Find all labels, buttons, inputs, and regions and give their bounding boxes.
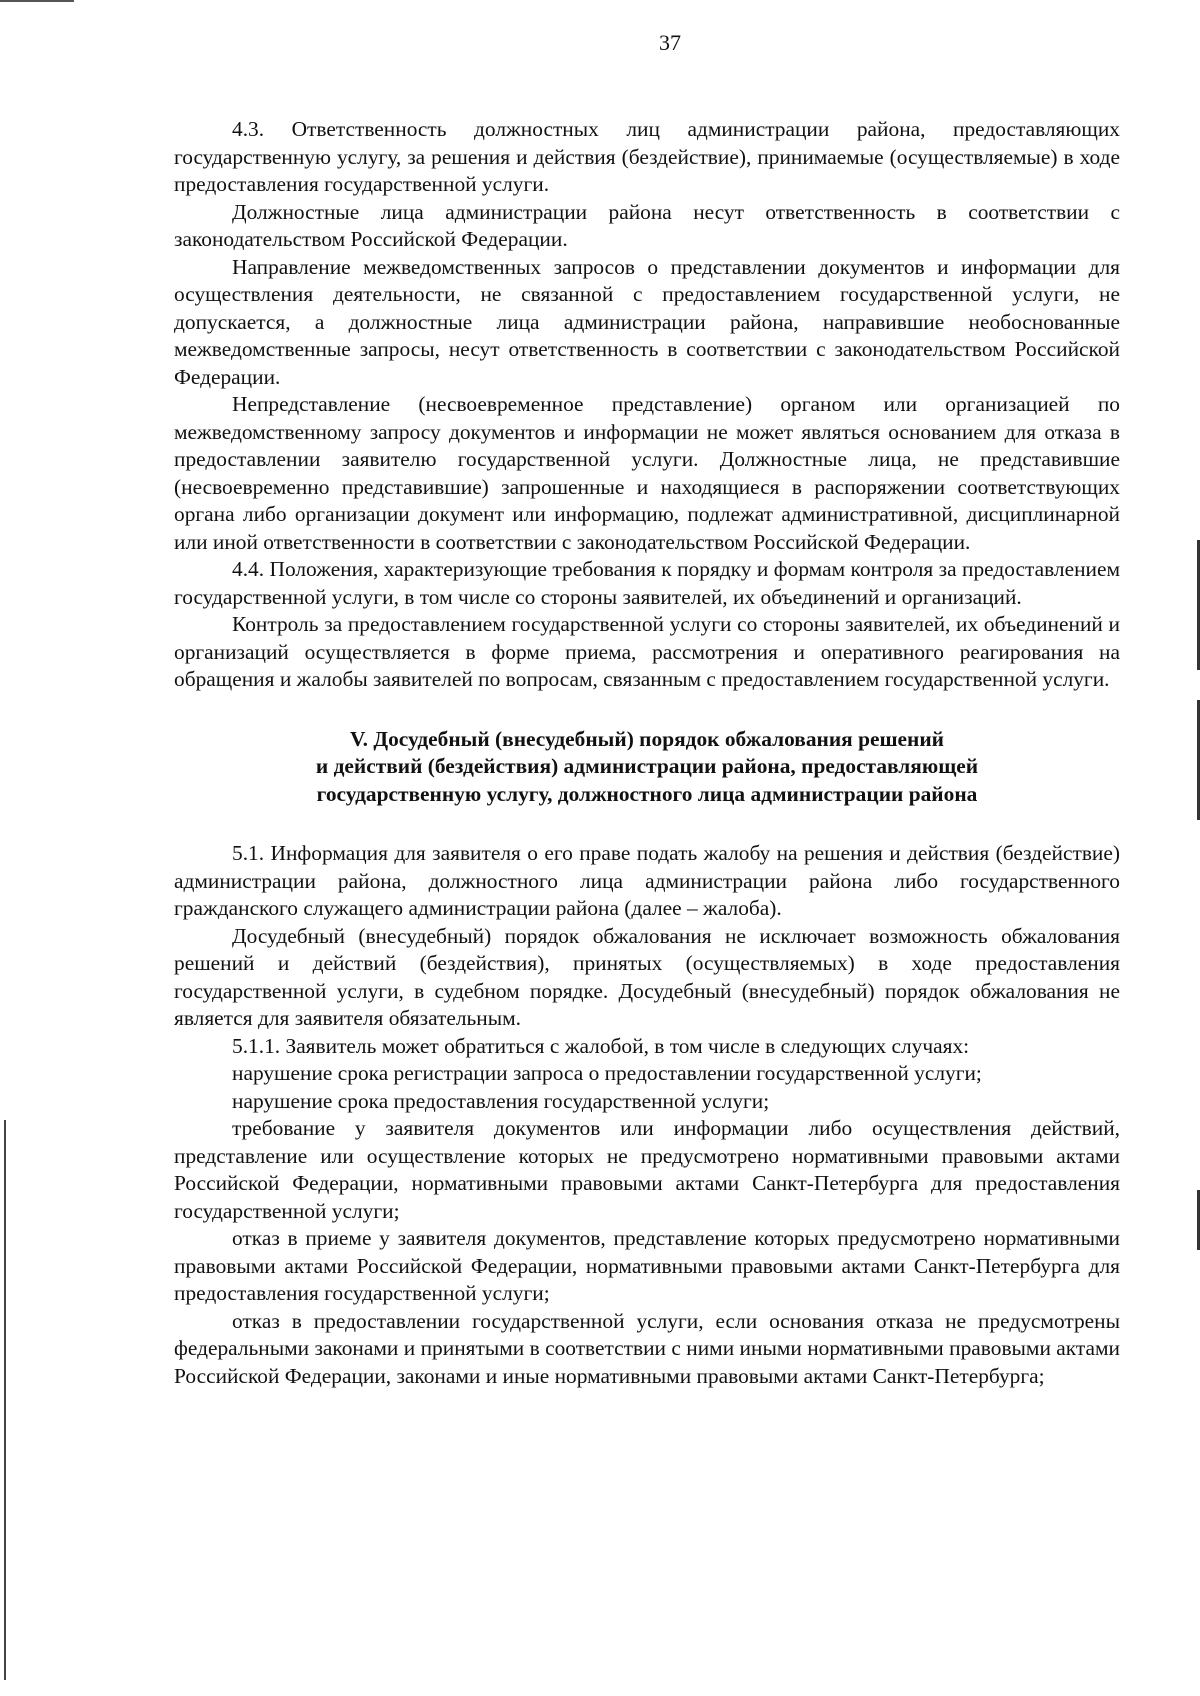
page-number: 37 (659, 30, 681, 55)
scan-edge-mark (4, 1120, 6, 1680)
paragraph: 5.1.1. Заявитель может обратиться с жалобой, в том числе в следующих случаях: (232, 1033, 970, 1058)
paragraph: отказ в предоставлении государственной услуги, если основания отказа не предусмотрены федеральными законами и принятыми в соответствии с ними иными нормативными правовыми актами Российской Федерации, законами и иные нормативными правовыми актами Санкт-Петербурга; (174, 1308, 1120, 1388)
paragraph: нарушение срока предоставления государственной услуги; (232, 1088, 770, 1113)
paragraph: отказ в приеме у заявителя документов, представление которых предусмотрено нормативными правовыми актами Российской Федерации, нормативными правовыми актами Санкт-Петербурга для предоставления государственной услуги; (174, 1226, 1120, 1305)
paragraph: 5.1. Информация для заявителя о его праве подать жалобу на решения и действия (бездействие) администрации района, должностного лица администрации района либо государственного гражданского служащего администрации района (далее – жалоба). (174, 841, 1120, 920)
section-title (174, 726, 1120, 809)
paragraph: Должностные лица администрации района несут ответственность в соответствии с законодательством Российской Федерации. (174, 199, 1120, 251)
paragraph: нарушение срока регистрации запроса о предоставлении государственной услуги; (232, 1061, 982, 1085)
paragraph: 4.3. Ответственность должностных лиц администрации района, предоставляющих государственную услугу, за решения и действия (бездействие), принимаемые (осуществляемые) в ходе предоставления государственной услуги. (174, 117, 1120, 196)
paragraph: 4.4. Положения, характеризующие требования к порядку и формам контроля за предоставлением государственной услуги, в том числе со стороны заявителей, их объединений и организаций. (174, 557, 1120, 609)
document-body (174, 116, 1120, 1390)
paragraph: требование у заявителя документов или информации либо осуществления действий, представление или осуществление которых не предусмотрено нормативными правовыми актами Российской Федерации, нормативными правовыми актами Санкт-Петербурга для предоставления государственной услуги; (174, 1116, 1120, 1223)
section-title-line: государственную услугу, должностного лица администрации района (316, 781, 978, 806)
paragraph: Контроль за предоставлением государственной услуги со стороны заявителей, их объединений и организаций осуществляется в форме приема, рассмотрения и оперативного реагирования на обращения и жалобы заявителей по вопросам, связанным с предоставлением государственной услуги. (174, 612, 1120, 691)
paragraph: Направление межведомственных запросов о представлении документов и информации для осуществления деятельности, не связанной с предоставлением государственной услуги, не допускается, а должностные лица администрации района, направившие необоснованные межведомственные запросы, несут ответственность в соответствии с законодательством Российской Федерации. (174, 254, 1120, 389)
section-title-line: V. Досудебный (внесудебный) порядок обжалования решений (349, 726, 945, 751)
section-title-line: и действий (бездействия) администрации района, предоставляющей (315, 754, 979, 778)
scan-artifact-top (0, 0, 74, 2)
paragraph: Досудебный (внесудебный) порядок обжалования не исключает возможность обжалования решений и действий (бездействия), принятых (осуществляемых) в ходе предоставления государственной услуги, в судебном порядке. Досудебный (внесудебный) порядок обжалования не является для заявителя обязательным. (174, 923, 1120, 1030)
paragraph: Непредставление (несвоевременное представление) органом или организацией по межведомственному запросу документов и информации не может являться основанием для отказа в предоставлении заявителю государственной услуги. Должностные лица, не представившие (несвоевременно представившие) запрошенные и находящиеся в распоряжении соответствующих органа либо организации документ или информацию, подлежат административной, дисциплинарной или иной ответственности в соответствии с законодательством Российской Федерации. (174, 392, 1120, 554)
